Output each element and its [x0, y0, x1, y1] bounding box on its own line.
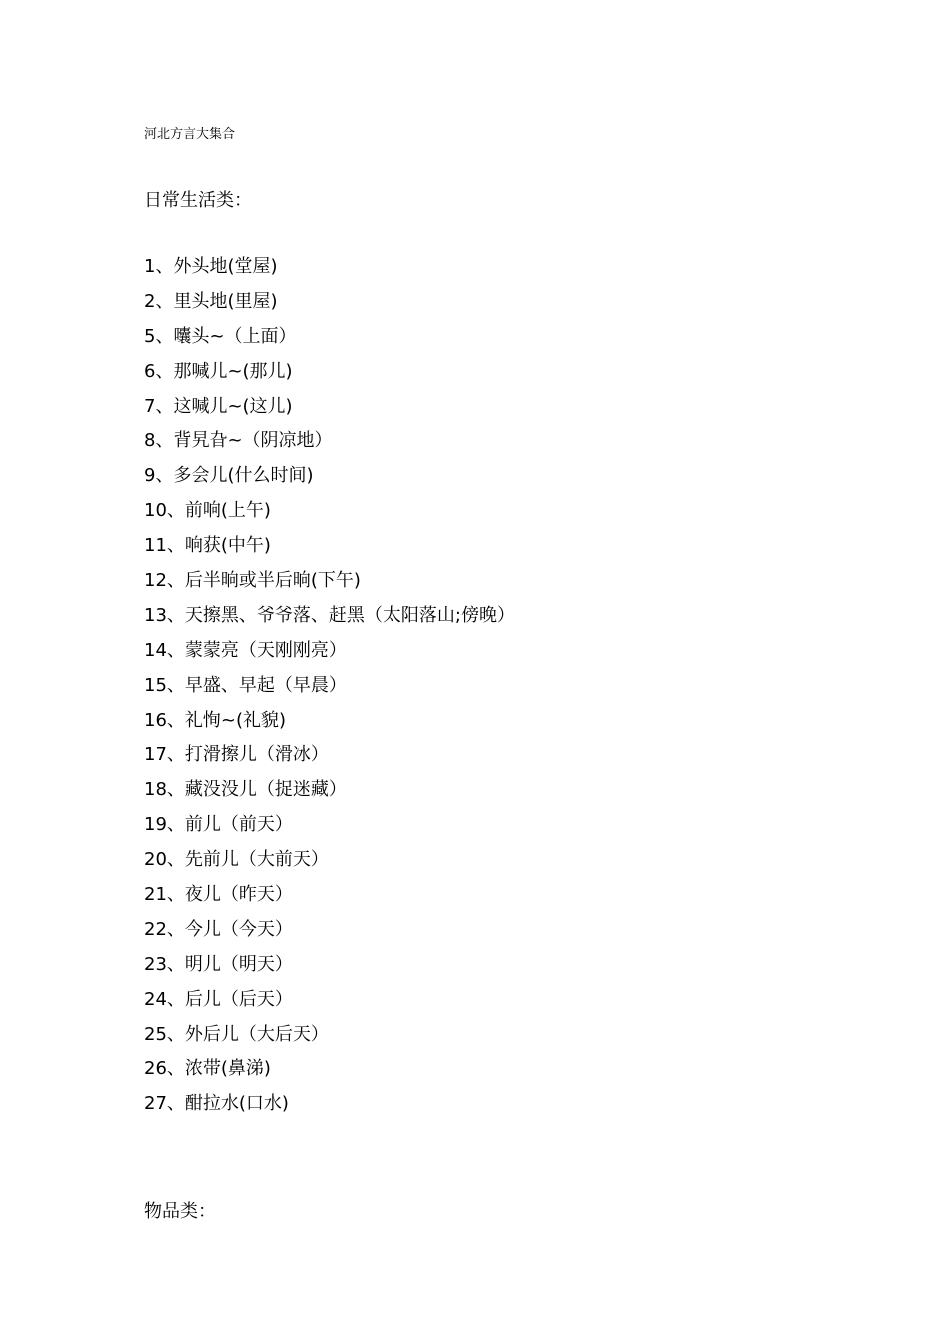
list-item: 9、多会儿(什么时间)	[144, 465, 314, 487]
list-item: 27、酣拉水(口水)	[144, 1093, 289, 1115]
list-item: 6、那喊儿~(那儿)	[144, 360, 293, 382]
list-item: 25、外后儿（大后天）	[144, 1023, 329, 1045]
list-item: 5、囔头~（上面）	[144, 325, 297, 347]
list-item: 15、早盛、早起（早晨）	[144, 674, 347, 696]
section-heading-items: 物品类：	[144, 1201, 216, 1222]
list-item: 12、后半晌或半后晌(下午)	[144, 570, 361, 592]
list-item: 23、明儿（明天）	[144, 953, 293, 975]
list-item: 2、里头地(里屋)	[144, 290, 278, 312]
list-item: 13、天擦黑、爷爷落、赶黑（太阳落山;傍晚）	[144, 604, 515, 626]
list-item: 16、礼恂~(礼貌)	[144, 709, 287, 731]
dialect-entry-list	[144, 254, 515, 1126]
list-item: 10、前响(上午)	[144, 500, 271, 522]
list-item: 1、外头地(堂屋)	[144, 256, 278, 277]
list-item: 14、蒙蒙亮（天刚刚亮）	[144, 639, 347, 661]
list-item: 21、夜儿（昨天）	[144, 884, 293, 906]
list-item: 11、响获(中午)	[144, 535, 271, 557]
list-item: 19、前儿（前天）	[144, 814, 293, 836]
list-item: 24、后儿（后天）	[144, 988, 293, 1010]
list-item: 8、背旯旮~（阴凉地）	[144, 430, 333, 452]
list-item: 20、先前儿（大前天）	[144, 849, 329, 871]
list-item: 22、今儿（今天）	[144, 918, 293, 940]
list-item: 17、打滑擦儿（滑冰）	[144, 744, 329, 766]
document-title: 河北方言大集合	[144, 127, 236, 142]
list-item: 18、藏没没儿（捉迷藏）	[144, 779, 347, 801]
list-item: 26、浓带(鼻涕)	[144, 1058, 271, 1080]
section-heading-daily-life: 日常生活类：	[144, 190, 252, 211]
list-item: 7、这喊儿~(这儿)	[144, 395, 293, 417]
